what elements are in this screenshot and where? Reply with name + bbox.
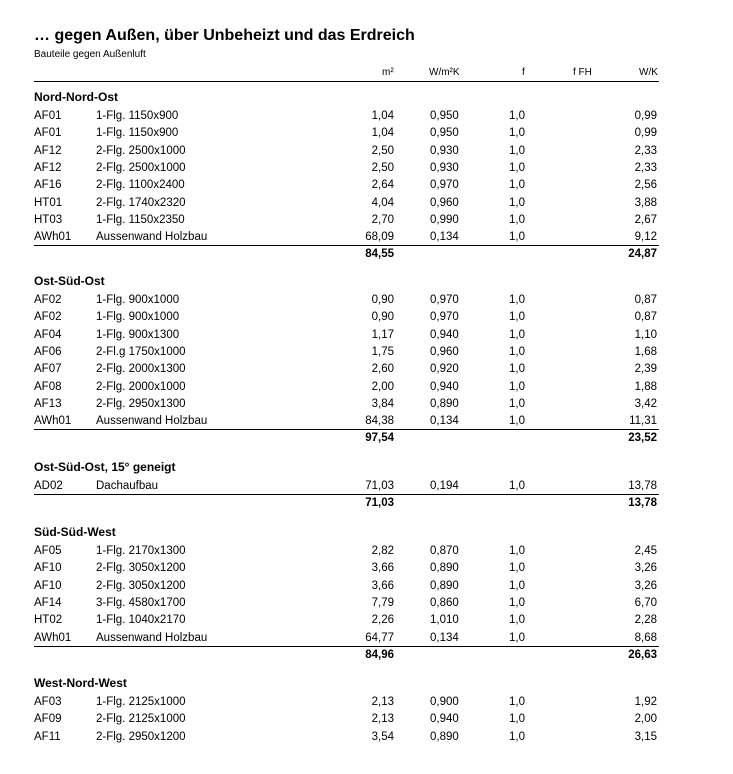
section-total-rule xyxy=(34,646,659,647)
row-f-factor: 1,0 xyxy=(509,398,525,410)
row-f-factor: 1,0 xyxy=(509,580,525,592)
row-u-value: 0,940 xyxy=(430,713,459,725)
row-area: 3,66 xyxy=(371,580,394,592)
section-title: Ost-Süd-Ost xyxy=(34,274,105,288)
row-wk: 9,12 xyxy=(634,231,657,243)
row-code: AF02 xyxy=(34,294,62,306)
row-f-factor: 1,0 xyxy=(509,162,525,174)
row-f-factor: 1,0 xyxy=(509,110,525,122)
row-u-value: 0,930 xyxy=(430,145,459,157)
row-area: 2,13 xyxy=(371,713,394,725)
row-wk: 1,68 xyxy=(634,346,657,358)
row-area: 1,04 xyxy=(371,110,394,122)
row-code: AF09 xyxy=(34,713,62,725)
row-u-value: 0,134 xyxy=(430,231,459,243)
row-wk: 6,70 xyxy=(634,597,657,609)
section-total-wk: 23,52 xyxy=(628,432,657,444)
row-wk: 11,31 xyxy=(629,415,657,427)
row-u-value: 0,940 xyxy=(430,329,459,341)
row-wk: 0,87 xyxy=(634,294,657,306)
row-description: 2-Flg. 1740x2320 xyxy=(96,197,186,209)
row-area: 2,60 xyxy=(371,363,394,375)
row-f-factor: 1,0 xyxy=(509,127,525,139)
row-wk: 3,26 xyxy=(634,562,657,574)
row-u-value: 0,890 xyxy=(430,731,459,743)
row-f-factor: 1,0 xyxy=(509,145,525,157)
row-u-value: 0,930 xyxy=(430,162,459,174)
row-u-value: 0,990 xyxy=(430,214,459,226)
row-wk: 1,88 xyxy=(634,381,657,393)
row-code: AF01 xyxy=(34,127,62,139)
row-u-value: 0,134 xyxy=(430,415,459,427)
row-u-value: 0,970 xyxy=(430,294,459,306)
row-area: 7,79 xyxy=(371,597,394,609)
row-area: 2,13 xyxy=(371,696,394,708)
row-description: 2-Flg. 2950x1300 xyxy=(96,398,186,410)
section-total-area: 84,96 xyxy=(365,649,394,661)
row-code: AF07 xyxy=(34,363,62,375)
row-f-factor: 1,0 xyxy=(509,545,525,557)
row-u-value: 0,970 xyxy=(430,311,459,323)
row-wk: 2,45 xyxy=(634,545,657,557)
section-total-rule xyxy=(34,245,659,246)
row-code: AF10 xyxy=(34,562,62,574)
row-u-value: 0,920 xyxy=(430,363,459,375)
column-header-wk: W/K xyxy=(639,67,658,78)
row-f-factor: 1,0 xyxy=(509,562,525,574)
section-title: Ost-Süd-Ost, 15° geneigt xyxy=(34,460,176,474)
row-u-value: 0,890 xyxy=(430,580,459,592)
row-description: 1-Flg. 2125x1000 xyxy=(96,696,186,708)
row-description: Aussenwand Holzbau xyxy=(96,415,208,427)
row-f-factor: 1,0 xyxy=(509,713,525,725)
row-f-factor: 1,0 xyxy=(509,346,525,358)
row-description: 2-Flg. 1100x2400 xyxy=(96,179,185,191)
row-f-factor: 1,0 xyxy=(509,480,525,492)
row-u-value: 0,900 xyxy=(430,696,459,708)
row-description: 2-Flg. 2950x1200 xyxy=(96,731,186,743)
row-description: 1-Flg. 900x1300 xyxy=(96,329,180,341)
row-description: 2-Flg. 2000x1300 xyxy=(96,363,186,375)
row-code: HT01 xyxy=(34,197,63,209)
row-wk: 13,78 xyxy=(628,480,657,492)
row-description: 2-Fl.g 1750x1000 xyxy=(96,346,186,358)
page-subtitle: Bauteile gegen Außenluft xyxy=(34,49,146,60)
page-title: … gegen Außen, über Unbeheizt und das Erdreich xyxy=(34,27,415,44)
row-wk: 2,28 xyxy=(634,614,657,626)
section-title: Süd-Süd-West xyxy=(34,525,116,539)
section-total-area: 84,55 xyxy=(365,248,394,260)
section-total-rule xyxy=(34,429,659,430)
row-code: AF14 xyxy=(34,597,62,609)
row-wk: 0,87 xyxy=(634,311,657,323)
row-area: 2,82 xyxy=(371,545,394,557)
row-area: 0,90 xyxy=(371,294,394,306)
row-u-value: 0,950 xyxy=(430,110,459,122)
row-wk: 8,68 xyxy=(634,632,657,644)
row-area: 71,03 xyxy=(365,480,394,492)
row-f-factor: 1,0 xyxy=(509,197,525,209)
row-f-factor: 1,0 xyxy=(509,311,525,323)
row-u-value: 0,134 xyxy=(430,632,459,644)
row-code: AF05 xyxy=(34,545,62,557)
row-u-value: 0,890 xyxy=(430,398,459,410)
row-u-value: 0,870 xyxy=(430,545,459,557)
row-code: AWh01 xyxy=(34,415,72,427)
row-description: 2-Flg. 2500x1000 xyxy=(96,145,186,157)
row-wk: 3,42 xyxy=(634,398,657,410)
row-area: 3,66 xyxy=(371,562,394,574)
row-code: AF03 xyxy=(34,696,62,708)
row-wk: 2,56 xyxy=(634,179,657,191)
row-f-factor: 1,0 xyxy=(509,614,525,626)
row-area: 3,84 xyxy=(371,398,394,410)
row-description: 1-Flg. 900x1000 xyxy=(96,294,180,306)
row-code: AD02 xyxy=(34,480,63,492)
row-f-factor: 1,0 xyxy=(509,294,525,306)
row-area: 4,04 xyxy=(371,197,394,209)
column-header-f: f xyxy=(522,67,525,78)
row-description: Aussenwand Holzbau xyxy=(96,231,208,243)
row-u-value: 0,940 xyxy=(430,381,459,393)
row-u-value: 0,194 xyxy=(430,480,459,492)
row-u-value: 0,970 xyxy=(430,179,459,191)
row-wk: 2,33 xyxy=(634,145,657,157)
row-description: 1-Flg. 1150x900 xyxy=(96,127,179,139)
row-f-factor: 1,0 xyxy=(509,329,525,341)
row-code: AF11 xyxy=(34,731,61,743)
row-description: 2-Flg. 2125x1000 xyxy=(96,713,186,725)
row-code: HT02 xyxy=(34,614,63,626)
row-description: 1-Flg. 1150x2350 xyxy=(96,214,185,226)
row-f-factor: 1,0 xyxy=(509,231,525,243)
row-code: AWh01 xyxy=(34,231,72,243)
section-total-wk: 24,87 xyxy=(628,248,657,260)
column-header-u-value: W/m²K xyxy=(429,67,460,78)
row-u-value: 0,960 xyxy=(430,197,459,209)
column-header-ffh: f FH xyxy=(573,67,592,78)
row-code: AF01 xyxy=(34,110,62,122)
row-u-value: 0,960 xyxy=(430,346,459,358)
section-total-area: 97,54 xyxy=(365,432,394,444)
row-area: 1,04 xyxy=(371,127,394,139)
section-total-wk: 13,78 xyxy=(628,497,657,509)
row-description: 1-Flg. 900x1000 xyxy=(96,311,180,323)
row-wk: 1,10 xyxy=(634,329,657,341)
row-description: 2-Flg. 3050x1200 xyxy=(96,562,186,574)
row-area: 68,09 xyxy=(365,231,394,243)
row-area: 1,17 xyxy=(371,329,394,341)
row-area: 3,54 xyxy=(371,731,394,743)
row-wk: 3,26 xyxy=(634,580,657,592)
row-wk: 1,92 xyxy=(634,696,657,708)
row-area: 64,77 xyxy=(365,632,394,644)
header-rule xyxy=(34,81,659,82)
column-header-area: m² xyxy=(382,67,394,78)
row-u-value: 0,950 xyxy=(430,127,459,139)
row-code: AF16 xyxy=(34,179,62,191)
row-code: AF10 xyxy=(34,580,62,592)
row-code: AF08 xyxy=(34,381,62,393)
row-description: 3-Flg. 4580x1700 xyxy=(96,597,186,609)
row-wk: 0,99 xyxy=(634,110,657,122)
row-area: 2,26 xyxy=(371,614,394,626)
section-title: West-Nord-West xyxy=(34,676,127,690)
row-area: 2,70 xyxy=(371,214,394,226)
row-f-factor: 1,0 xyxy=(509,632,525,644)
row-area: 2,64 xyxy=(371,179,394,191)
section-total-wk: 26,63 xyxy=(628,649,657,661)
row-code: HT03 xyxy=(34,214,63,226)
row-wk: 2,67 xyxy=(634,214,657,226)
row-code: AF04 xyxy=(34,329,62,341)
row-f-factor: 1,0 xyxy=(509,363,525,375)
row-f-factor: 1,0 xyxy=(509,415,525,427)
row-u-value: 0,860 xyxy=(430,597,459,609)
row-code: AF12 xyxy=(34,162,62,174)
row-description: Aussenwand Holzbau xyxy=(96,632,208,644)
row-code: AF06 xyxy=(34,346,62,358)
row-wk: 3,15 xyxy=(634,731,657,743)
row-f-factor: 1,0 xyxy=(509,731,525,743)
row-area: 1,75 xyxy=(371,346,394,358)
row-area: 2,50 xyxy=(371,145,394,157)
row-f-factor: 1,0 xyxy=(509,179,525,191)
row-wk: 0,99 xyxy=(634,127,657,139)
row-area: 0,90 xyxy=(371,311,394,323)
row-area: 84,38 xyxy=(365,415,394,427)
section-total-rule xyxy=(34,494,659,495)
row-u-value: 0,890 xyxy=(430,562,459,574)
row-description: 1-Flg. 1150x900 xyxy=(96,110,179,122)
row-u-value: 1,010 xyxy=(430,614,459,626)
row-code: AF02 xyxy=(34,311,62,323)
row-description: Dachaufbau xyxy=(96,480,159,492)
row-code: AF13 xyxy=(34,398,62,410)
section-title: Nord-Nord-Ost xyxy=(34,90,118,104)
row-f-factor: 1,0 xyxy=(509,597,525,609)
row-wk: 3,88 xyxy=(634,197,657,209)
row-area: 2,50 xyxy=(371,162,394,174)
row-description: 2-Flg. 2500x1000 xyxy=(96,162,186,174)
row-wk: 2,39 xyxy=(634,363,657,375)
row-description: 2-Flg. 2000x1000 xyxy=(96,381,186,393)
row-description: 1-Flg. 2170x1300 xyxy=(96,545,186,557)
row-code: AWh01 xyxy=(34,632,72,644)
row-f-factor: 1,0 xyxy=(509,214,525,226)
row-f-factor: 1,0 xyxy=(509,696,525,708)
row-wk: 2,00 xyxy=(634,713,657,725)
row-description: 1-Flg. 1040x2170 xyxy=(96,614,186,626)
row-code: AF12 xyxy=(34,145,62,157)
row-area: 2,00 xyxy=(371,381,394,393)
row-f-factor: 1,0 xyxy=(509,381,525,393)
row-wk: 2,33 xyxy=(634,162,657,174)
row-description: 2-Flg. 3050x1200 xyxy=(96,580,186,592)
section-total-area: 71,03 xyxy=(365,497,394,509)
